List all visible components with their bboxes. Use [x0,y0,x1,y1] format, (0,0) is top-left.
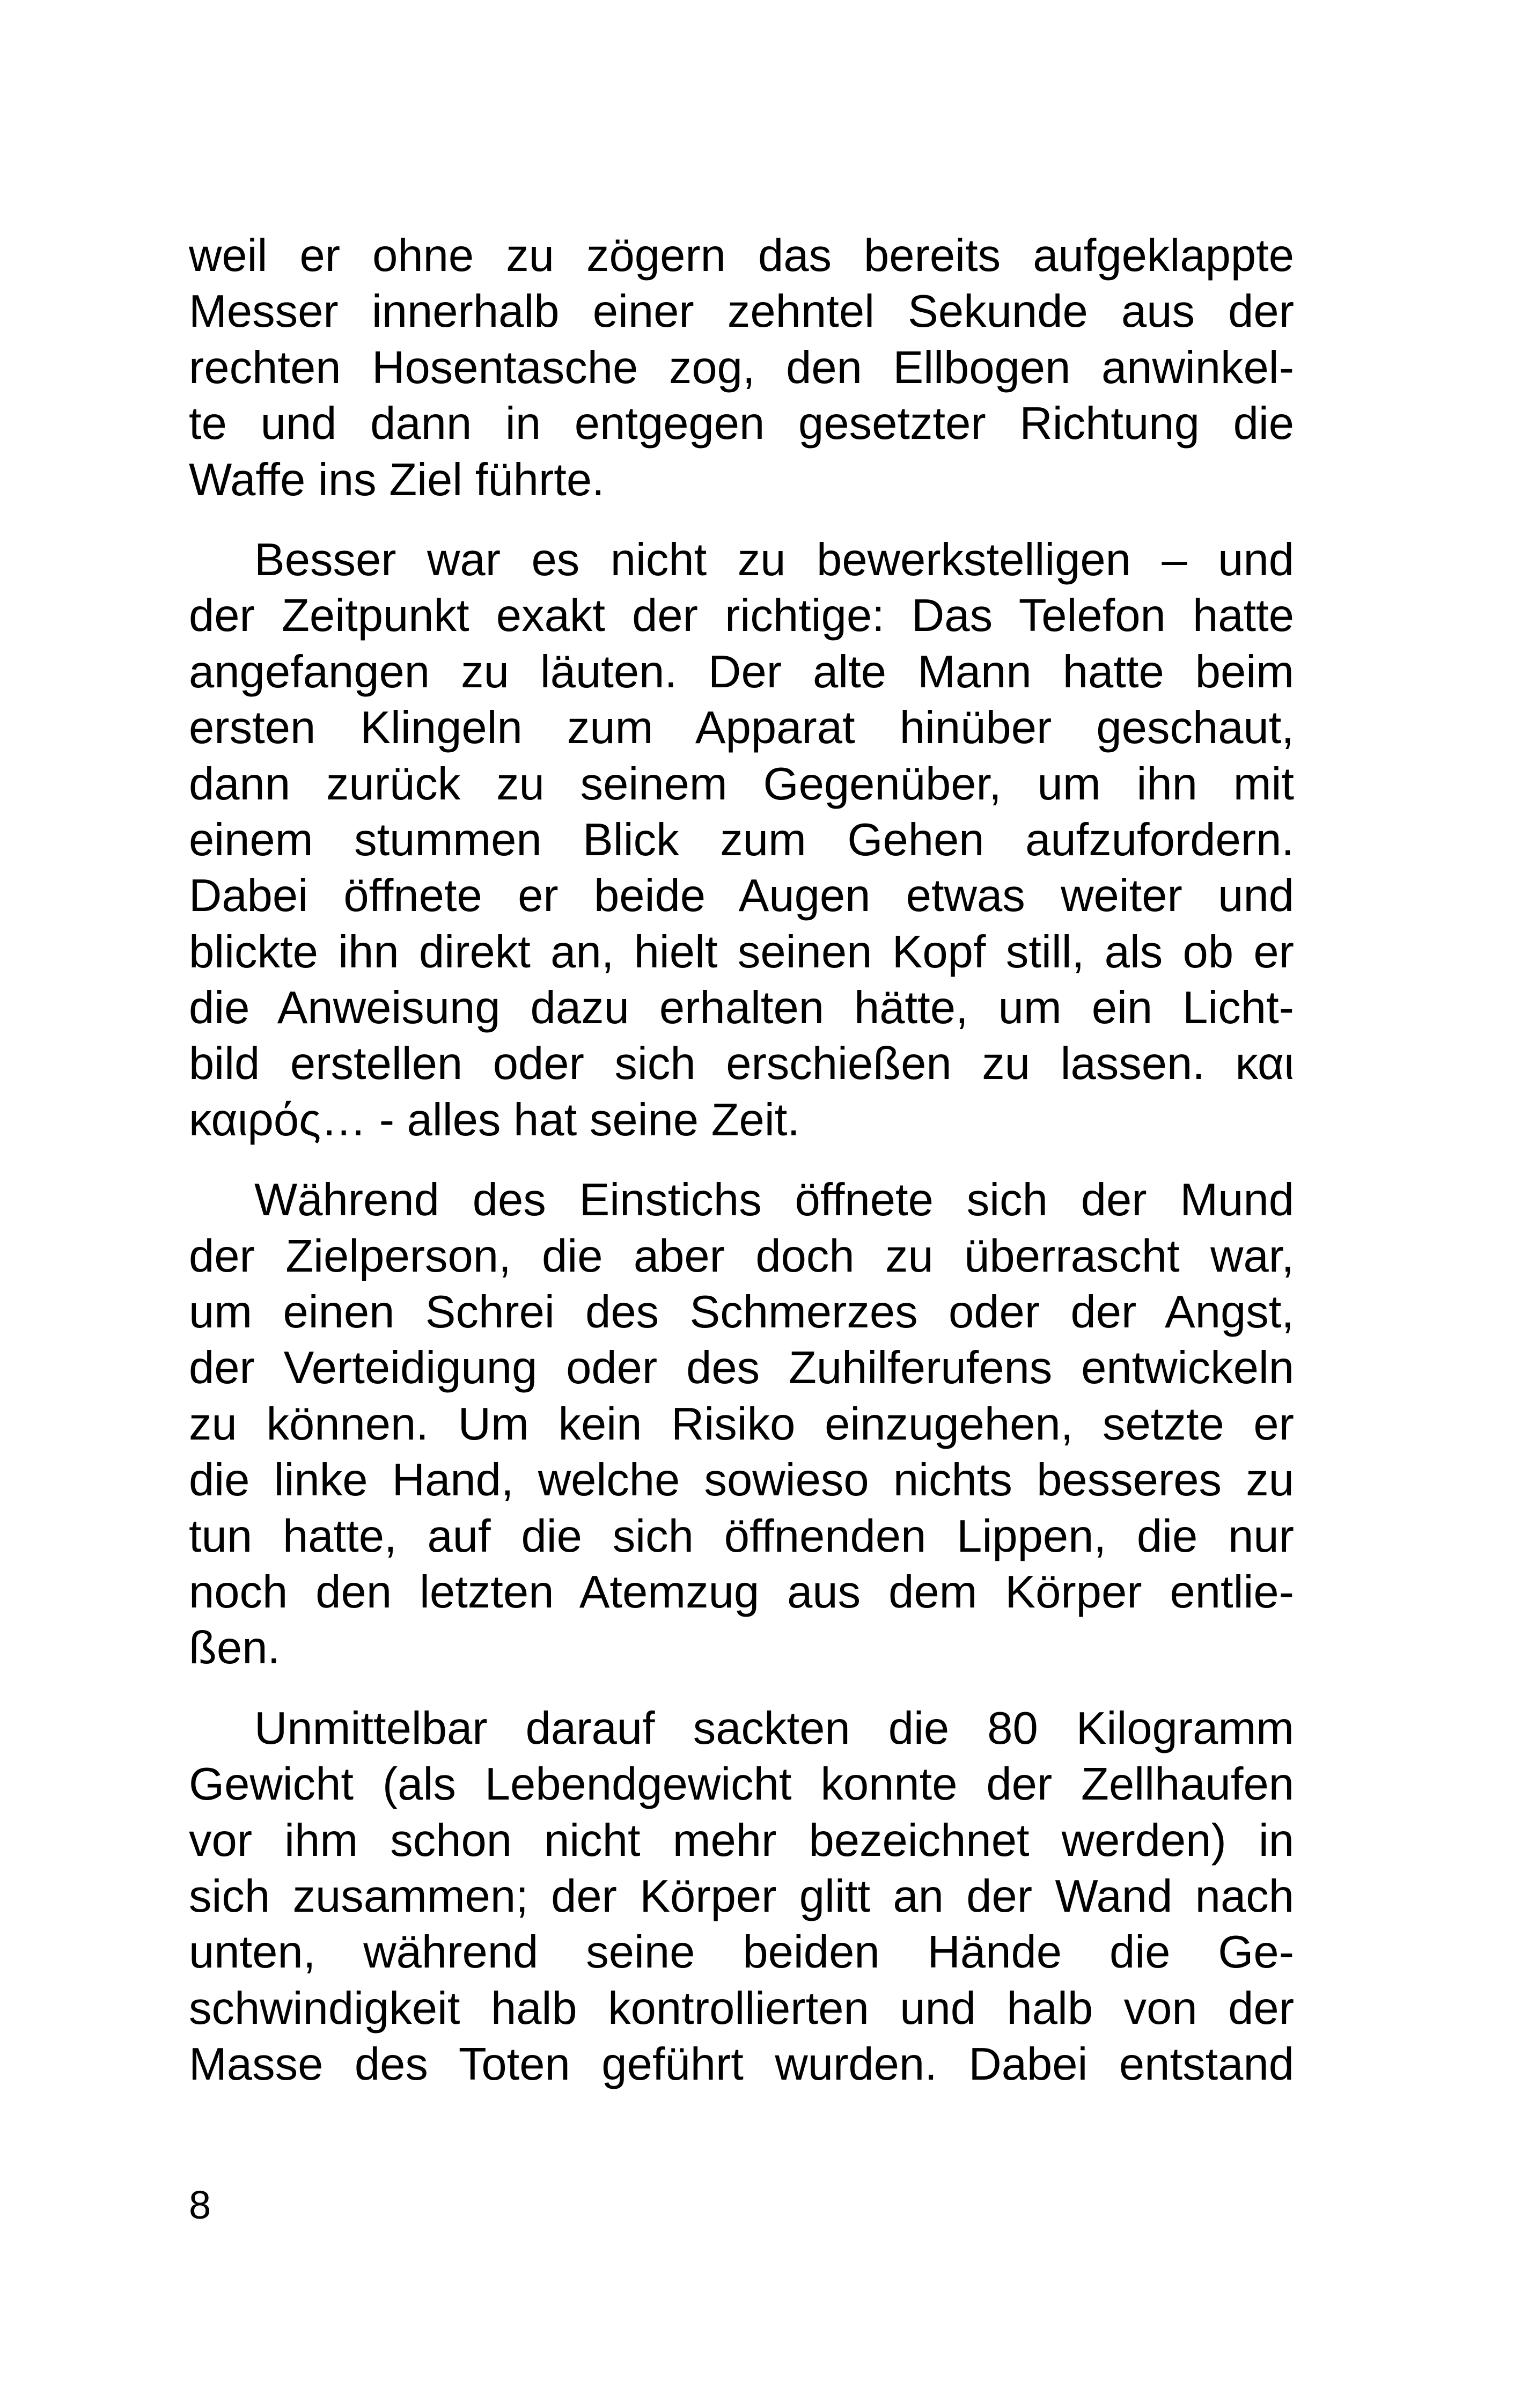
text-line: unten, während seine beiden Hände die Ge- [189,1927,1294,1978]
text-line: vor ihm schon nicht mehr bezeichnet werden) in [189,1815,1294,1866]
text-line: Waffe ins Ziel führte. [189,454,605,505]
text-line: noch den letzten Atemzug aus dem Körper entlie- [189,1566,1294,1618]
text-line: sich zusammen; der Körper glitt an der Wand nach [189,1870,1294,1922]
text-line: der Zeitpunkt exakt der richtige: Das Telefon hatte [189,590,1294,642]
text-line: tun hatte, auf die sich öffnenden Lippen, die nur [189,1510,1294,1562]
page-number: 8 [189,2183,211,2227]
text-line: Dabei öffnete er beide Augen etwas weiter und [189,870,1294,922]
text-line: die linke Hand, welche sowieso nichts besseres zu [189,1455,1294,1506]
paragraph-4 [189,1701,1294,2093]
text-line: rechten Hosentasche zog, den Ellbogen anwinkel- [189,342,1294,393]
text-line: te und dann in entgegen gesetzter Richtung die [189,398,1294,450]
text-line: dann zurück zu seinem Gegenüber, um ihn mit [189,758,1294,810]
text-line: angefangen zu läuten. Der alte Mann hatte beim [189,646,1294,698]
text-line: ßen. [189,1623,281,1674]
text-line: Masse des Toten geführt wurden. Dabei entstand [189,2039,1294,2090]
text-line: der Zielperson, die aber doch zu überrascht war, [189,1230,1294,1282]
text-line: weil er ohne zu zögern das bereits aufgeklappte [189,230,1294,281]
text-line: Gewicht (als Lebendgewicht konnte der Zellhaufen [189,1759,1294,1810]
paragraph-2 [189,532,1294,1148]
text-line: Messer innerhalb einer zehntel Sekunde aus der [189,286,1294,337]
text-line: zu können. Um kein Risiko einzugehen, setzte er [189,1398,1294,1450]
text-line: ersten Klingeln zum Apparat hinüber geschaut, [189,702,1294,754]
text-line: der Verteidigung oder des Zuhilferufens entwickeln [189,1342,1294,1394]
paragraph-3 [189,1172,1294,1677]
paragraph-1 [189,228,1294,508]
text-line: bild erstellen oder sich erschießen zu lassen. και [189,1038,1294,1090]
text-line: einem stummen Blick zum Gehen aufzufordern. [189,814,1294,865]
text-line: Besser war es nicht zu bewerkstelligen – und [254,534,1294,585]
text-line: Unmittelbar darauf sackten die 80 Kilogramm [254,1702,1294,1754]
text-line: Während des Einstichs öffnete sich der Mund [254,1174,1294,1226]
text-line: schwindigkeit halb kontrollierten und halb von der [189,1983,1294,2034]
text-line: um einen Schrei des Schmerzes oder der Angst, [189,1287,1294,1338]
text-line: blickte ihn direkt an, hielt seinen Kopf still, als ob er [189,926,1294,978]
text-line: die Anweisung dazu erhalten hätte, um ein Licht- [189,982,1294,1034]
text-line: καιρός… - alles hat seine Zeit. [189,1094,800,1146]
body-text [189,228,1294,2093]
